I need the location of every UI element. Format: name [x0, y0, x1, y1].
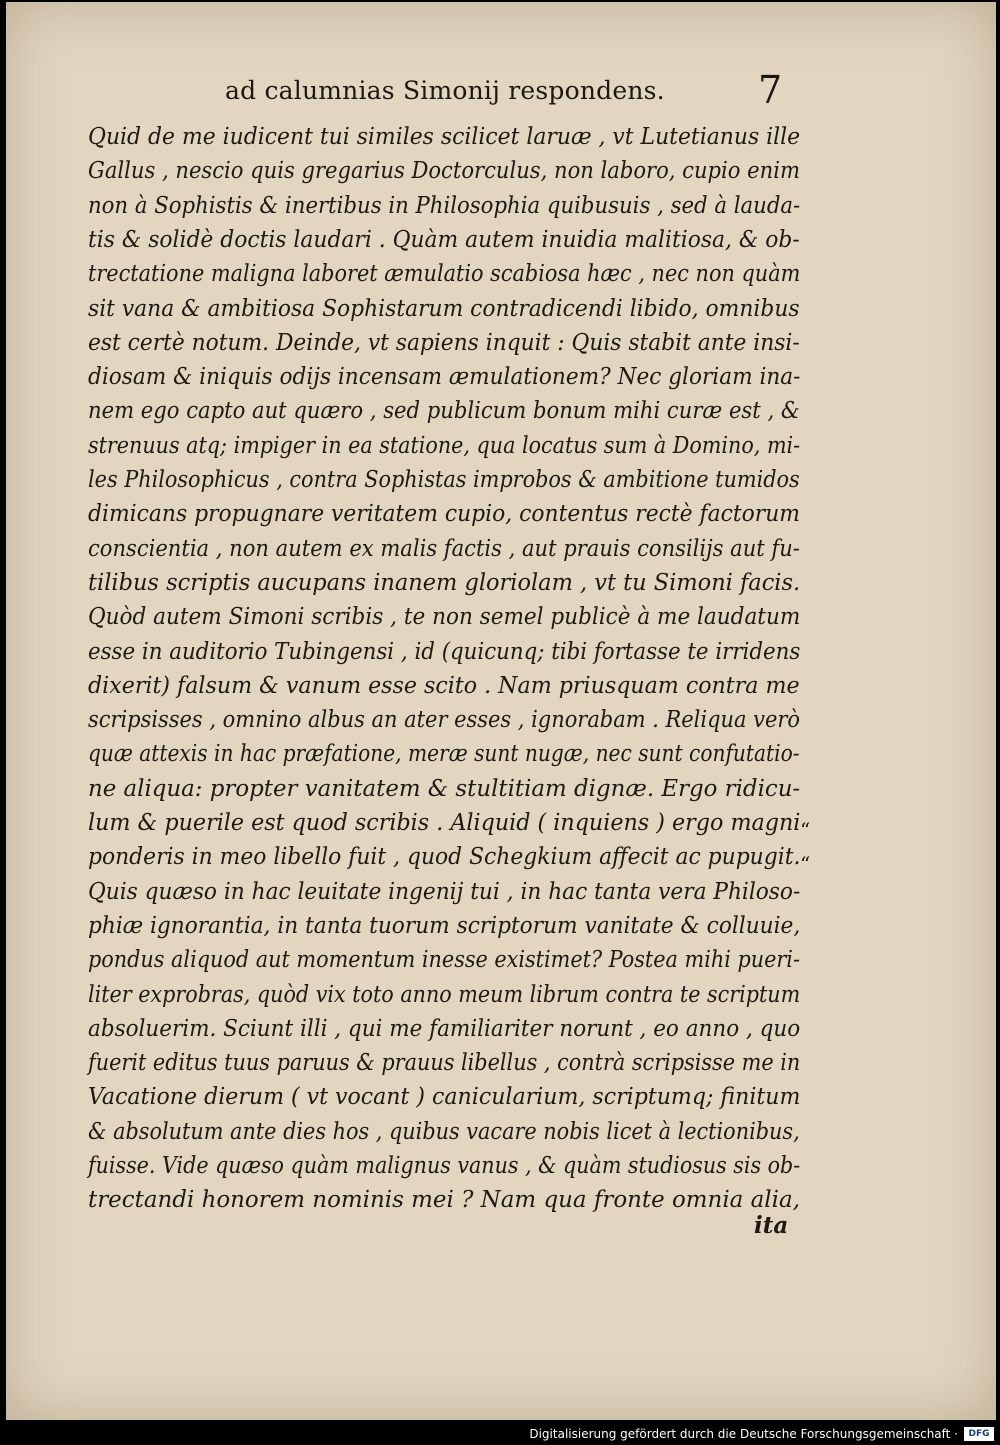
text-line: tilibus scriptis aucupans inanem gloriolam , vt tu Simoni facis. [88, 569, 801, 596]
text-line: quæ attexis in hac præfatione, meræ sunt nugæ, nec sunt confutatio- [88, 741, 800, 768]
page-number: 7 [758, 68, 783, 112]
funding-credit: Digitalisierung gefördert durch die Deutsche Forschungsgemeinschaft · [529, 1427, 958, 1441]
text-line: fuisse. Vide quæso quàm malignus vanus , & quàm studiosus sis ob- [88, 1153, 801, 1179]
footer-bar [0, 1424, 1000, 1445]
text-line: trectatione maligna laboret æmulatio scabiosa hæc , nec non quàm [88, 261, 801, 288]
text-line: ne aliqua: propter vanitatem & stultitiam dignæ. Ergo ridicu- [88, 775, 801, 802]
text-line: Vacatione dierum ( vt vocant ) canicularium, scriptumq; finitum [88, 1084, 801, 1111]
text-line: absoluerim. Sciunt illi , qui me familiariter norunt , eo anno , quo [88, 1015, 801, 1042]
text-line: Quis quæso in hac leuitate ingenij tui , in hac tanta vera Philoso- [88, 878, 801, 905]
text-line: Quòd autem Simoni scribis , te non semel publicè à me laudatum [88, 604, 801, 631]
text-line: Gallus , nescio quis gregarius Doctorculus, non laboro, cupio enim [88, 158, 800, 185]
text-line: sit vana & ambitiosa Sophistarum contradicendi libido, omnibus [88, 295, 800, 322]
text-line: conscientia , non autem ex malis factis , aut prauis consilijs aut fu- [88, 535, 800, 562]
text-line: non à Sophistis & inertibus in Philosophia quibusuis , sed à lauda- [88, 192, 801, 219]
text-line: est certè notum. Deinde, vt sapiens inquit : Quis stabit ante insi- [88, 329, 800, 356]
text-line: dimicans propugnare veritatem cupio, contentus rectè factorum [88, 501, 800, 528]
text-line: Quid de me iudicent tui similes scilicet laruæ , vt Lutetianus ille [88, 124, 801, 150]
text-line: phiæ ignorantia, in tanta tuorum scriptorum vanitate & colluuie, [88, 912, 801, 939]
text-line: pondus aliquod aut momentum inesse existimet? Postea mihi pueri- [88, 947, 800, 974]
marginal-quote-mark: “ [800, 852, 811, 876]
text-line: fuerit editus tuus paruus & prauus libellus , contrà scripsisse me in [88, 1050, 801, 1077]
text-line: scripsisses , omnino albus an ater esses , ignorabam . Reliqua verò [88, 707, 800, 734]
text-line: ponderis in meo libello fuit , quod Schegkium affecit ac pupugit. [88, 844, 801, 871]
catchword: ita [754, 1212, 789, 1239]
running-head: ad calumnias Simonij respondens. [225, 76, 665, 105]
text-line: esse in auditorio Tubingensi , id (quicunq; tibi fortasse te irridens [88, 638, 801, 665]
text-line: & absolutum ante dies hos , quibus vacare nobis licet à lectionibus, [88, 1118, 800, 1145]
text-line: liter exprobras, quòd vix toto anno meum librum contra te scriptum [88, 981, 801, 1008]
page-header [0, 68, 1000, 118]
marginal-quote-mark: “ [800, 818, 811, 842]
text-line: strenuus atq; impiger in ea statione, qua locatus sum à Domino, mi- [88, 432, 801, 459]
text-line: dixerit) falsum & vanum esse scito . Nam priusquam contra me [88, 672, 800, 699]
text-line: tis & solidè doctis laudari . Quàm autem inuidia malitiosa, & ob- [88, 226, 800, 253]
text-line: nem ego capto aut quæro , sed publicum bonum mihi curæ est , & [88, 398, 800, 425]
text-line: diosam & iniquis odijs incensam æmulationem? Nec gloriam ina- [88, 364, 801, 391]
text-line: lum & puerile est quod scribis . Aliquid ( inquiens ) ergo magni [88, 810, 801, 836]
text-line: trectandi honorem nominis mei ? Nam qua fronte omnia alia, [88, 1187, 800, 1214]
text-line: les Philosophicus , contra Sophistas improbos & ambitione tumidos [88, 467, 800, 493]
dfg-logo: DFG [964, 1427, 994, 1441]
